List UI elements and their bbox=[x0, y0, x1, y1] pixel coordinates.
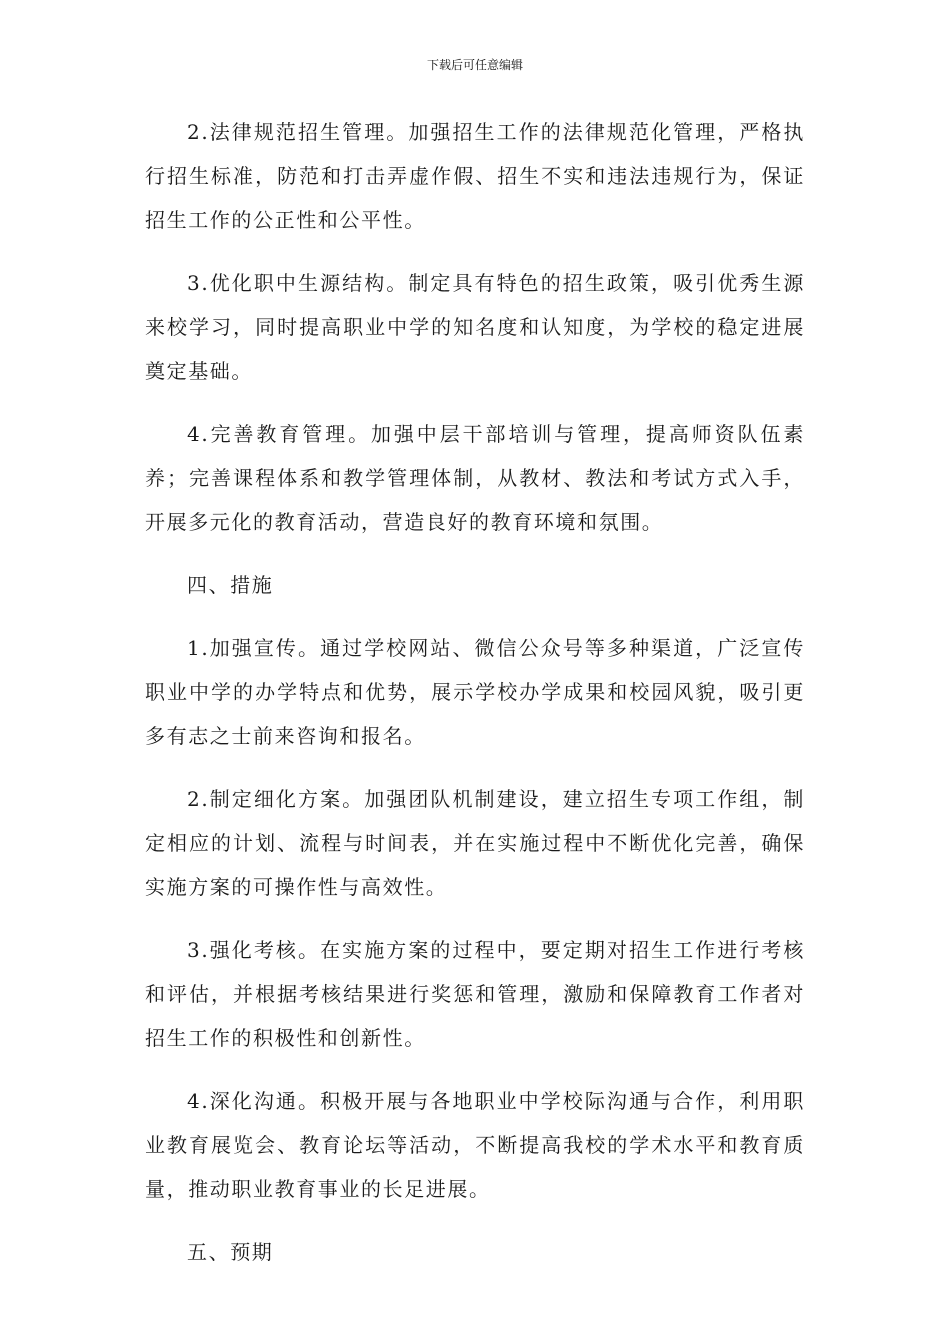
paragraph-detailed-plan: 2.制定细化方案。加强团队机制建设，建立招生专项工作组，制定相应的计划、流程与时间表，并在实施过程中不断优化完善，确保实施方案的可操作性与高效性。 bbox=[145, 787, 805, 899]
section-heading-expectations: 五、预期 bbox=[187, 1240, 274, 1264]
section-heading-measures: 四、措施 bbox=[187, 573, 274, 597]
document-body bbox=[145, 110, 805, 1293]
page-header: 下载后可任意编辑 bbox=[426, 58, 523, 72]
paragraph-student-source: 3.优化职中生源结构。制定具有特色的招生政策，吸引优秀生源来校学习，同时提高职业中学的知名度和认知度，为学校的稳定进展奠定基础。 bbox=[145, 271, 805, 383]
paragraph-assessment: 3.强化考核。在实施方案的过程中，要定期对招生工作进行考核和评估，并根据考核结果进行奖惩和管理，激励和保障教育工作者对招生工作的积极性和创新性。 bbox=[145, 938, 805, 1050]
paragraph-publicity: 1.加强宣传。通过学校网站、微信公众号等多种渠道，广泛宣传职业中学的办学特点和优势，展示学校办学成果和校园风貌，吸引更多有志之士前来咨询和报名。 bbox=[145, 636, 805, 748]
paragraph-legal-admissions: 2.法律规范招生管理。加强招生工作的法律规范化管理，严格执行招生标准，防范和打击弄虚作假、招生不实和违法违规行为，保证招生工作的公正性和公平性。 bbox=[145, 120, 805, 232]
paragraph-communication: 4.深化沟通。积极开展与各地职业中学校际沟通与合作，利用职业教育展览会、教育论坛等活动，不断提高我校的学术水平和教育质量，推动职业教育事业的长足进展。 bbox=[145, 1089, 805, 1201]
paragraph-education-management: 4.完善教育管理。加强中层干部培训与管理，提高师资队伍素养；完善课程体系和教学管理体制，从教材、教法和考试方式入手，开展多元化的教育活动，营造良好的教育环境和氛围。 bbox=[145, 422, 805, 534]
